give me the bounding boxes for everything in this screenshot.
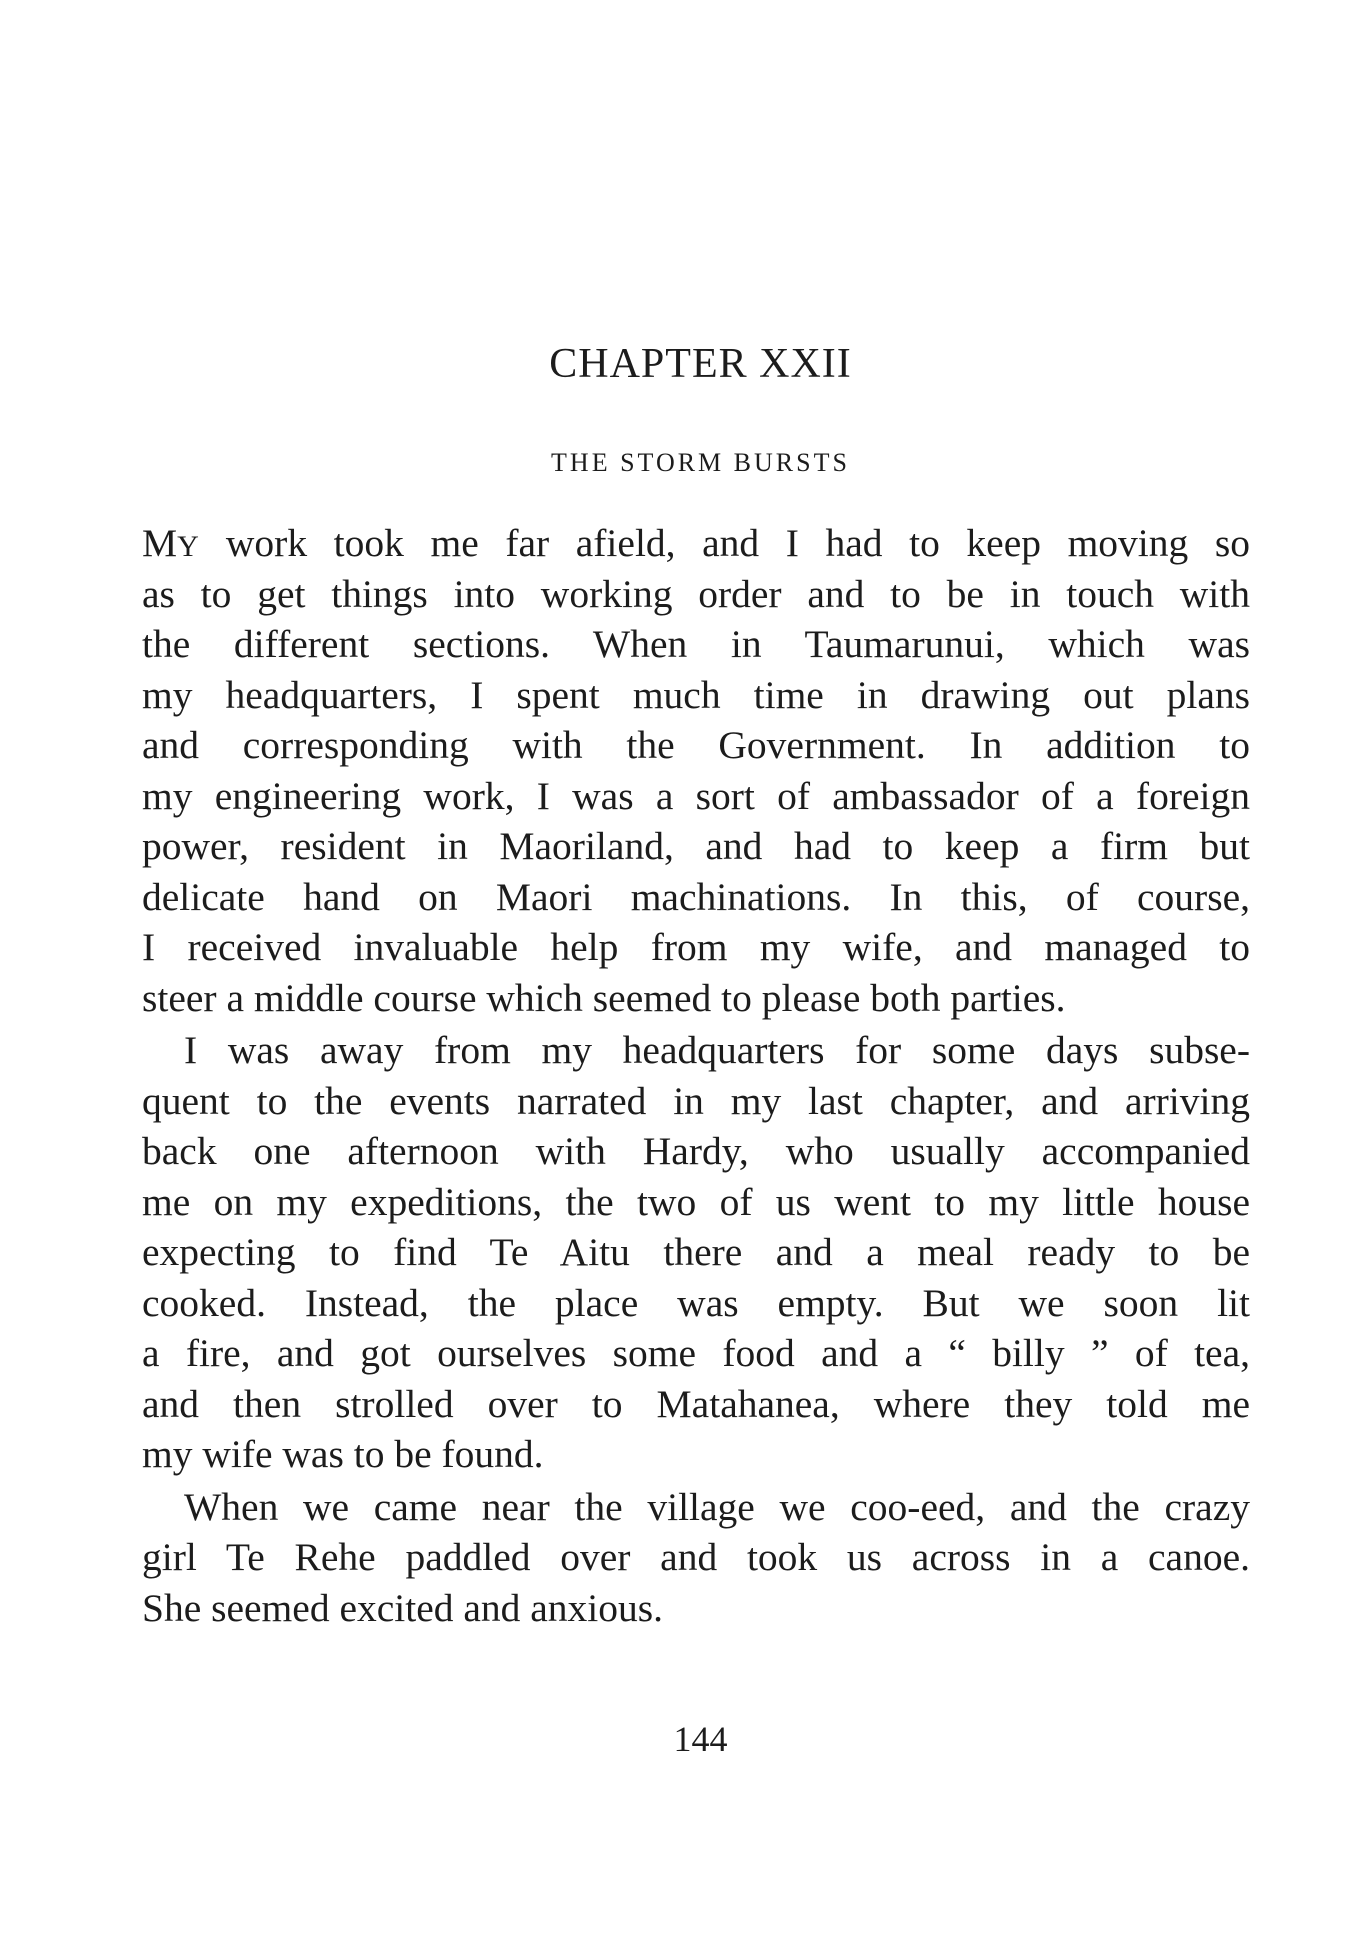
text-line: power, resident in Maoriland, and had to keep a firm but <box>142 824 1250 868</box>
text-line: delicate hand on Maori machinations. In this, of course, <box>142 874 1250 919</box>
text-line: back one afternoon with Hardy, who usually accompanied <box>142 1129 1250 1173</box>
opening-letter: M <box>142 521 178 565</box>
paragraph-2 <box>142 1025 1250 1480</box>
text-line: a fire, and got ourselves some food and a “ billy ” of tea, <box>142 1331 1250 1375</box>
text-line: as to get things into working order and to be in touch with <box>142 571 1250 616</box>
text-line: me on my expeditions, the two of us went to my little house <box>142 1179 1250 1224</box>
text-line: girl Te Rehe paddled over and took us across in a canoe. <box>142 1535 1250 1579</box>
chapter-subtitle: THE STORM BURSTS <box>551 448 850 477</box>
paragraph-1 <box>142 518 1250 1023</box>
text-line: When we came near the village we coo-eed, and the crazy <box>184 1484 1250 1529</box>
text-line: I received invaluable help from my wife, and managed to <box>142 925 1250 969</box>
text-line: my engineering work, I was a sort of ambassador of a foreign <box>142 773 1250 818</box>
page-number: 144 <box>673 1719 728 1759</box>
body-text <box>142 518 1250 1633</box>
text-line-content: work took me far afield, and I had to keep moving so <box>199 521 1250 565</box>
text-line: expecting to find Te Aitu there and a meal ready to be <box>142 1230 1250 1274</box>
text-line: my headquarters, I spent much time in drawing out plans <box>142 672 1250 717</box>
opening-small-cap: Y <box>177 530 200 563</box>
paragraph-3 <box>142 1482 1250 1634</box>
text-line: quent to the events narrated in my last chapter, and arriving <box>142 1078 1250 1123</box>
chapter-heading: CHAPTER XXII <box>549 341 852 387</box>
text-line: and corresponding with the Government. In addition to <box>142 723 1250 767</box>
text-line: cooked. Instead, the place was empty. But we soon lit <box>142 1280 1250 1325</box>
text-line: She seemed excited and anxious. <box>142 1585 664 1630</box>
text-line: my wife was to be found. <box>142 1432 544 1476</box>
text-line: I was away from my headquarters for some days subse- <box>184 1028 1250 1072</box>
text-line: steer a middle course which seemed to please both parties. <box>142 975 1066 1020</box>
text-line <box>142 518 1250 569</box>
text-line: and then strolled over to Matahanea, where they told me <box>142 1381 1250 1426</box>
text-line: the different sections. When in Taumarunui, which was <box>142 622 1250 666</box>
